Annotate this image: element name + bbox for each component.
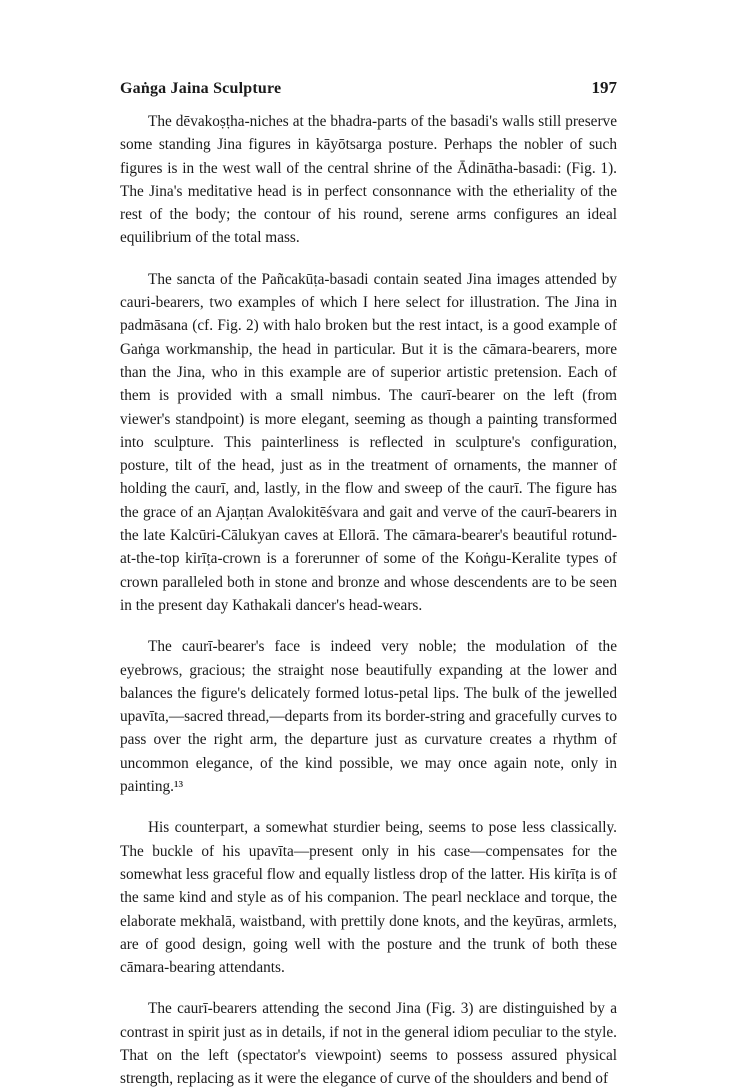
paragraph-3: The caurī-bearer's face is indeed very noble; the modulation of the eyebrows, gracious; the straight nose beautifully expanding at the lower and balances the figure's delicately formed lotus-petal lips. The bulk of the jewelled upavīta,—sacred thread,—departs from its border-string and gracefully curves to pass over the right arm, the departure just as curvature creates a rhythm of uncommon elegance, of the kind possible, we may once again note, only in painting.¹³	[120, 638, 617, 796]
paragraph-4: His counterpart, a somewhat sturdier being, seems to pose less classically. The buckle of his upavīta—present only in his case—compensates for the somewhat less graceful flow and equally listless drop of the latter. His kirīṭa is of the same kind and style as of his companion. The pearl necklace and torque, the elaborate mekhalā, waistband, with prettily done knots, and the keyūras, armlets, are of good design, going well with the posture and the trunk of both these cāmara-bearing attendants.	[120, 819, 617, 977]
paragraph-2: The sancta of the Pañcakūṭa-basadi contain seated Jina images attended by cauri-bearers, two examples of which I here select for illustration. The Jina in padmāsana (cf. Fig. 2) with halo broken but the rest intact, is a good example of Gaṅga workmanship, the head in particular. But it is the cāmara-bearers, more than the Jina, who in this example are of superior artistic pretension. Each of them is provided with a small nimbus. The caurī-bearer on the left (from viewer's standpoint) is more elegant, seeming as though a painting transformed into sculpture. This painterliness is reflected in sculpture's configuration, posture, tilt of the head, just as in the treatment of ornaments, the manner of holding the caurī, and, lastly, in the flow and sweep of the caurī. The figure has the grace of an Ajaṇṭan Avalokitēśvara and gait and verve of the caurī-bearers in the late Kalcūri-Cālukyan caves at Ellorā. The cāmara-bearer's beautiful rotund-at-the-top kirīṭa-crown is a forerunner of some of the Koṅgu-Keralite types of crown paralleled both in stone and bronze and whose descendents are to be seen in the present day Kathakali dancer's head-wears.	[120, 270, 617, 614]
paragraph-1: The dēvakoṣṭha-niches at the bhadra-parts of the basadi's walls still preserve some standing Jina figures in kāyōtsarga posture. Perhaps the nobler of such figures is in the west wall of the central shrine of the Ādinātha-basadi: (Fig. 1). The Jina's meditative head is in perfect consonnance with the etheriality of the rest of the body; the contour of his round, serene arms configures an ideal equilibrium of the total mass.	[120, 113, 617, 247]
paragraph-5: The caurī-bearers attending the second Jina (Fig. 3) are distinguished by a contrast in spirit just as in details, if not in the general idiom peculiar to the style. That on the left (spectator's viewpoint) seems to possess assured physical strength, replacing as it were the elegance of curve of the shoulders and bend of	[120, 1000, 617, 1088]
running-head: Gaṅga Jaina Sculpture	[120, 80, 282, 97]
page-header	[120, 78, 617, 98]
page-number: 197	[591, 78, 617, 97]
